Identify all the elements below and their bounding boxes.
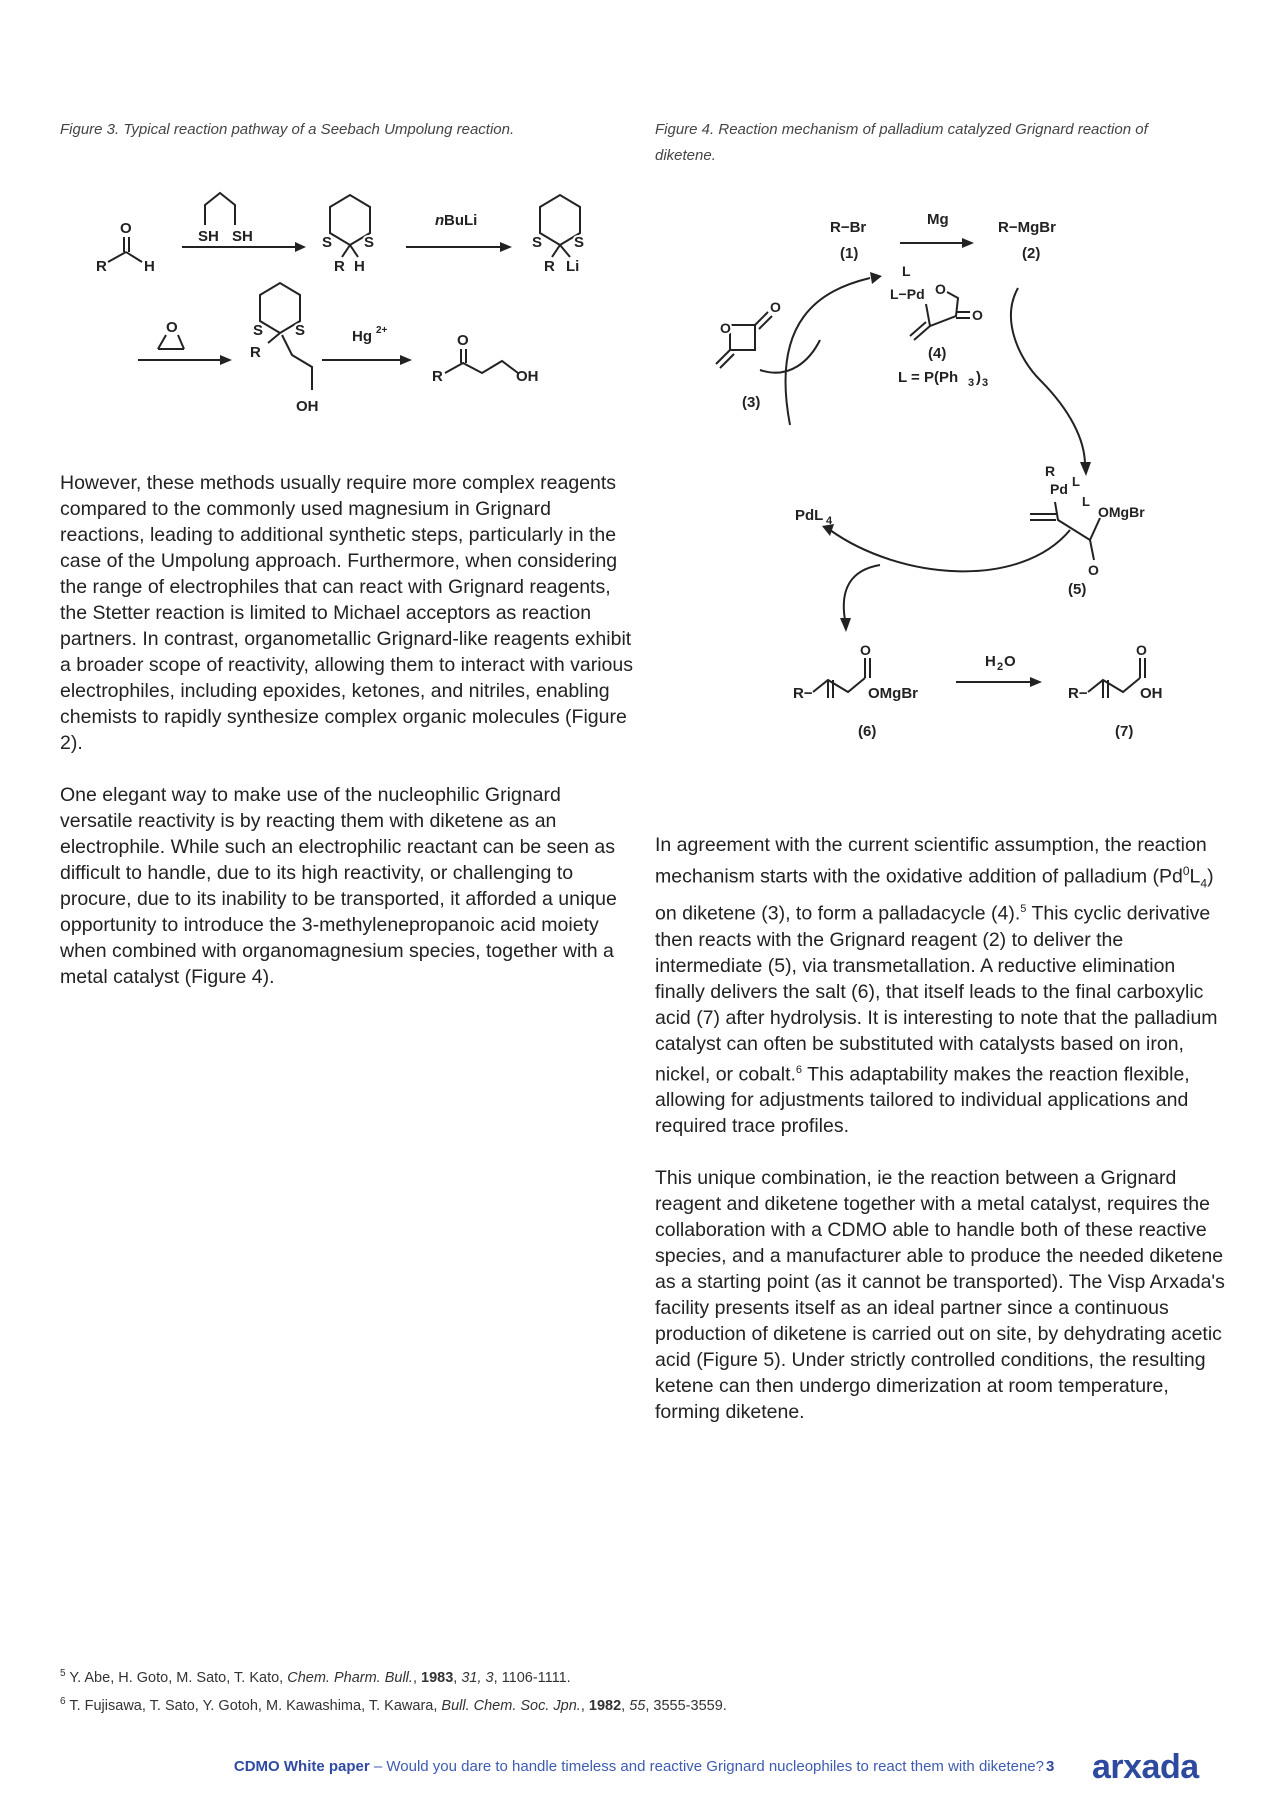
svg-text:PdL: PdL bbox=[795, 507, 824, 524]
svg-text:L: L bbox=[902, 263, 911, 279]
footnote-number: 6 bbox=[60, 1695, 66, 1707]
svg-text:R: R bbox=[334, 258, 345, 275]
footnote-pages: , 3555-3559. bbox=[645, 1697, 727, 1714]
svg-text:R−: R− bbox=[793, 685, 813, 702]
separator: , bbox=[580, 1697, 589, 1714]
svg-text:O: O bbox=[1088, 562, 1099, 578]
svg-text:R−: R− bbox=[1068, 685, 1088, 702]
footnote-year: 1982 bbox=[588, 1697, 622, 1714]
svg-text:3: 3 bbox=[968, 377, 975, 389]
paragraph-2: One elegant way to make use of the nucleophilic Grignard versatile reactivity is by reacting them with diketene as an electrophile. While such an electrophilic reactant can be seen as difficult to handle, due to its high reactivity, or challenging to procure, due to its inability to be transported, it afforded a unique opportunity to introduce the 3-methylenepropanoic acid moiety when combined with organomagnesium species, together with a metal catalyst (Figure 4). bbox=[60, 784, 617, 988]
footnote-5: $^5$ Y. Abe, H. Goto, M. Sato, T. Kato, Chem. Pharm. Bull., 1983, 31, 3, 1106-1111. bbox=[60, 1668, 571, 1686]
svg-text:Li: Li bbox=[566, 258, 580, 275]
svg-text:O: O bbox=[860, 642, 871, 658]
footnote-volume: 31, 3 bbox=[461, 1669, 494, 1686]
svg-text:R: R bbox=[1045, 463, 1056, 479]
svg-text:S: S bbox=[253, 322, 264, 339]
lithiated-dithiane bbox=[532, 195, 584, 275]
footer-text bbox=[234, 1758, 1044, 1775]
page-number: 3 bbox=[1046, 1758, 1055, 1775]
svg-text:S: S bbox=[574, 234, 585, 251]
svg-text:OMgBr: OMgBr bbox=[868, 685, 918, 702]
svg-text:(5): (5) bbox=[1068, 581, 1087, 598]
svg-text:2: 2 bbox=[997, 661, 1004, 673]
text-run: This adaptability makes the reaction flexible, allowing for adjustments tailored to individual applications and required trace profiles. bbox=[655, 1063, 1190, 1138]
svg-text:O: O bbox=[972, 307, 983, 323]
figure-4-diagram bbox=[700, 200, 1220, 760]
arxada-logo: arxada bbox=[1092, 1748, 1199, 1786]
figure-4-caption: Figure 4. Reaction mechanism of palladium catalyzed Grignard reaction of diketene. bbox=[655, 121, 1148, 164]
svg-text:O: O bbox=[457, 332, 469, 349]
svg-text:OH: OH bbox=[296, 398, 319, 415]
footnote-pages: , 1106-1111. bbox=[493, 1669, 571, 1686]
svg-text:(7): (7) bbox=[1115, 723, 1134, 740]
figure-3-caption: Figure 3. Typical reaction pathway of a Seebach Umpolung reaction. bbox=[60, 121, 515, 138]
footnote-ref-5: 5 bbox=[1020, 903, 1027, 916]
svg-text:(6): (6) bbox=[858, 723, 877, 740]
footnote-authors: Y. Abe, H. Goto, M. Sato, T. Kato, bbox=[65, 1669, 288, 1686]
paragraph-1: However, these methods usually require more complex reagents compared to the commonly used magnesium in Grignard reactions, leading to additional synthetic steps, particularly in the case of the Umpolung approach. Furthermore, when considering the range of electrophiles that can react with Grignard reagents, the Stetter reaction is limited to Michael acceptors as reaction partners. In contrast, organometallic Grignard-like reagents exhibit a broader scope of reactivity, allowing them to interact with various electrophiles, including epoxides, ketones, and nitriles, enabling chemists to rapidly synthesize complex organic molecules (Figure 2). bbox=[60, 472, 633, 754]
svg-text:(2): (2) bbox=[1022, 245, 1041, 262]
footnote-ref-6: 6 bbox=[795, 1063, 803, 1076]
footnote-number: 5 bbox=[60, 1668, 66, 1679]
svg-text:OH: OH bbox=[1140, 685, 1163, 702]
svg-text:R: R bbox=[432, 368, 443, 385]
svg-text:L = P(Ph: L = P(Ph bbox=[898, 369, 959, 386]
svg-text:OH: OH bbox=[516, 368, 539, 385]
svg-text:(4): (4) bbox=[928, 345, 947, 362]
svg-text:): ) bbox=[976, 369, 981, 386]
figure-3-diagram bbox=[60, 175, 640, 435]
footnotes bbox=[60, 1662, 727, 1718]
svg-text:S: S bbox=[295, 322, 306, 339]
svg-text:O: O bbox=[166, 319, 178, 336]
paragraph-4: This unique combination, ie the reaction between a Grignard reagent and diketene together with a metal catalyst, requires the collaboration with a CDMO able to handle both of these reactive species, and a manufacturer able to produce the needed diketene as a starting point (as it cannot be transported). The Visp Arxada's facility presents itself as an ideal partner since a continuous production of diketene is carried out on site, by dehydrating acetic acid (Figure 5). Under strictly controlled conditions, the resulting ketene can then undergo dimerization at room temperature, forming diketene. bbox=[655, 1167, 1225, 1424]
svg-text:R: R bbox=[250, 344, 261, 361]
svg-text:L: L bbox=[1082, 494, 1090, 509]
diketene-structure bbox=[716, 299, 781, 368]
aldehyde-structure bbox=[96, 220, 155, 275]
svg-text:H: H bbox=[354, 258, 365, 275]
svg-text:BuLi: BuLi bbox=[444, 212, 478, 229]
svg-text:(3): (3) bbox=[742, 394, 761, 411]
svg-text:S: S bbox=[532, 234, 543, 251]
epoxide-reagent bbox=[158, 319, 184, 349]
svg-text:O: O bbox=[935, 281, 946, 297]
svg-text:O: O bbox=[720, 320, 731, 336]
hydroxy-ketone-product bbox=[432, 332, 539, 385]
svg-text:H: H bbox=[144, 258, 155, 275]
propanedithiol-reagent bbox=[198, 193, 253, 245]
dithiane-structure bbox=[322, 195, 374, 275]
svg-text:Pd: Pd bbox=[1050, 481, 1068, 497]
svg-text:S: S bbox=[364, 234, 375, 251]
svg-text:S: S bbox=[322, 234, 333, 251]
footnote-6: $^6$ T. Fujisawa, T. Sato, Y. Gotoh, M. Kawashima, T. Kawara, Bull. Chem. Soc. Jpn., 1982, 55, 3555-3559. bbox=[60, 1695, 727, 1714]
svg-text:L−Pd: L−Pd bbox=[890, 286, 925, 302]
svg-text:OMgBr: OMgBr bbox=[1098, 504, 1145, 520]
page-footer bbox=[0, 1746, 1280, 1786]
footnote-journal: Chem. Pharm. Bull. bbox=[287, 1669, 413, 1686]
svg-text:H: H bbox=[985, 653, 996, 670]
superscript: 0 bbox=[1182, 864, 1190, 878]
svg-text:O: O bbox=[770, 299, 781, 315]
paragraph-3 bbox=[655, 832, 1225, 1139]
text-run: L bbox=[1189, 865, 1201, 888]
svg-text:Hg: Hg bbox=[352, 328, 372, 345]
svg-text:R: R bbox=[544, 258, 555, 275]
svg-text:R−Br: R−Br bbox=[830, 219, 867, 236]
subscript: 4 bbox=[1200, 876, 1208, 891]
svg-text:R: R bbox=[96, 258, 107, 275]
footnote-year: 1983 bbox=[421, 1669, 454, 1686]
svg-text:2+: 2+ bbox=[376, 325, 388, 336]
left-column-text bbox=[60, 470, 635, 1016]
svg-text:Mg: Mg bbox=[927, 211, 949, 228]
right-column-text bbox=[655, 832, 1225, 1451]
footer-label: CDMO White paper bbox=[233, 1758, 370, 1775]
separator: , bbox=[412, 1669, 421, 1686]
svg-text:3: 3 bbox=[982, 377, 989, 389]
svg-text:R−MgBr: R−MgBr bbox=[998, 219, 1056, 236]
text-run: In agreement with the current scientific assumption, the reaction mechanism starts with the oxidative addition of palladium (Pd bbox=[655, 834, 1207, 888]
text-run: This cyclic derivative then reacts with the Grignard reagent (2) to deliver the intermediate (5), via transmetallation. A reductive elimination finally delivers the salt (6), that itself leads to the final carboxylic acid (7) after hydrolysis. It is interesting to note that the palladium catalyst can often be substituted with catalysts based on iron, nickel, or cobalt. bbox=[655, 902, 1218, 1086]
svg-text:n: n bbox=[435, 212, 445, 229]
svg-text:SH: SH bbox=[232, 228, 253, 245]
alkylated-dithiane bbox=[250, 283, 319, 415]
footnote-journal: Bull. Chem. Soc. Jpn. bbox=[441, 1697, 581, 1714]
svg-text:L: L bbox=[1072, 474, 1080, 489]
svg-text:O: O bbox=[120, 220, 132, 237]
svg-text:4: 4 bbox=[826, 515, 833, 527]
footnote-authors: T. Fujisawa, T. Sato, Y. Gotoh, M. Kawashima, T. Kawara, bbox=[65, 1697, 442, 1714]
svg-text:SH: SH bbox=[198, 228, 219, 245]
footnote-volume: 55 bbox=[629, 1697, 646, 1714]
footer-tagline: – Would you dare to handle timeless and reactive Grignard nucleophiles to react them with diketene? bbox=[369, 1758, 1044, 1775]
svg-text:(1): (1) bbox=[840, 245, 859, 262]
text-run: ) on diketene (3), to form a palladacycle (4). bbox=[655, 865, 1214, 925]
svg-text:O: O bbox=[1136, 642, 1147, 658]
svg-text:O: O bbox=[1004, 653, 1016, 670]
